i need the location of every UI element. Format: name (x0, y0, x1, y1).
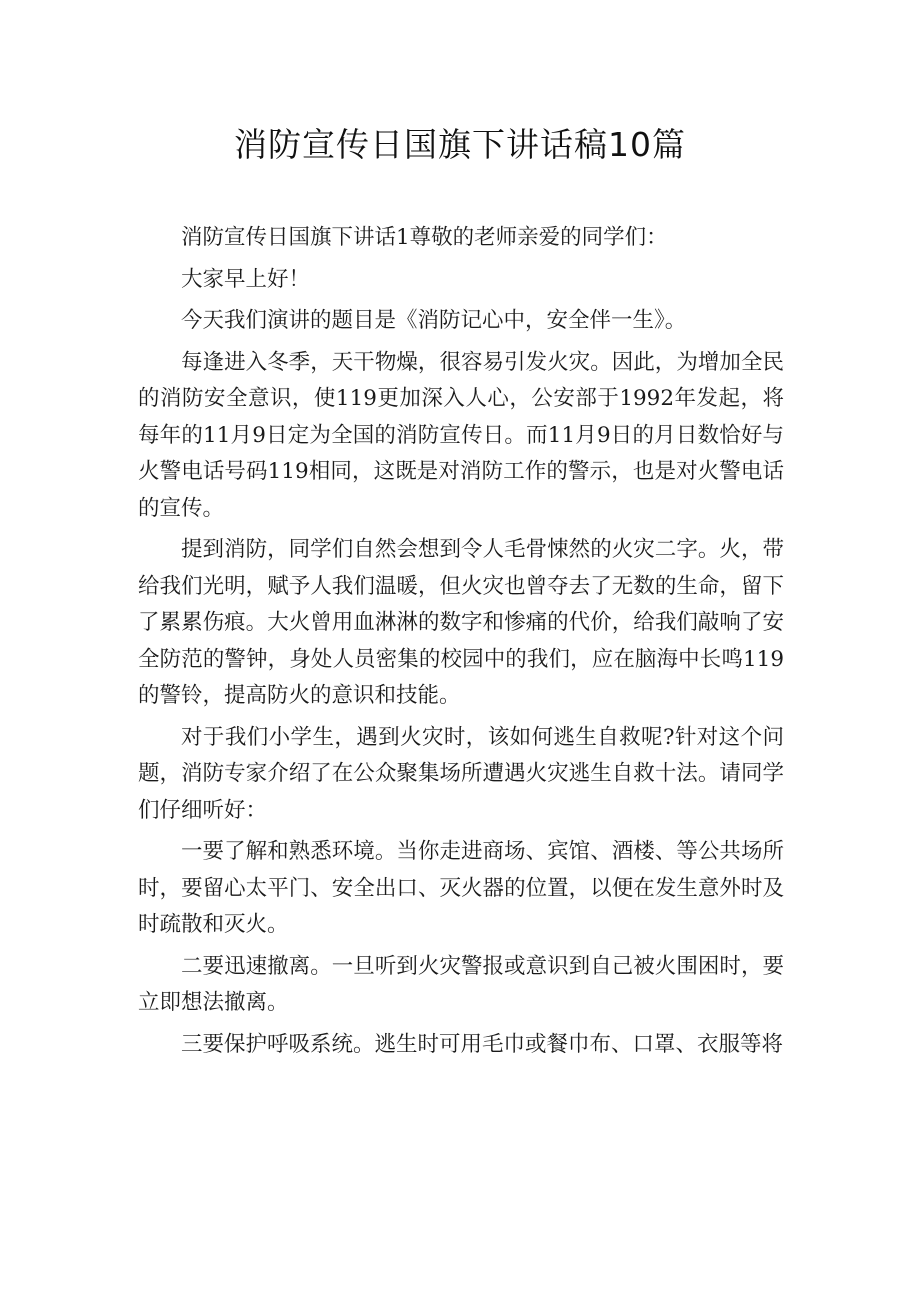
paragraph-salutation: 消防宣传日国旗下讲话1尊敬的老师亲爱的同学们： (181, 225, 668, 250)
paragraph-fire-day: 每逢进入冬季，天干物燥，很容易引发火灾。因此，为增加全民的消防安全意识，使119更加深入人心，公安部于1992年发起，将每年的11月9日定为全国的消防宣传日。而11月9日的月日数恰好与火警电话号码119相同，这既是对消防工作的警示，也是对火警电话的宣传。 (138, 349, 784, 521)
paragraph-rule-three: 三要保护呼吸系统。逃生时可用毛巾或餐巾布、口罩、衣服等将 (181, 1031, 784, 1057)
document-title: 消防宣传日国旗下讲话稿10篇 (234, 125, 686, 164)
paragraph-fire-danger: 提到消防，同学们自然会想到令人毛骨悚然的火灾二字。火，带给我们光明，赋予人我们温暖，但火灾也曾夺去了无数的生命，留下了累累伤痕。大火曾用血淋淋的数字和惨痛的代价，给我们敲响了安全防范的警钟，身处人员密集的校园中的我们，应在脑海中长鸣119的警铃，提高防火的意识和技能。 (138, 537, 784, 708)
paragraph-greeting: 大家早上好！ (181, 266, 311, 292)
document-body (138, 220, 784, 1063)
paragraph-topic: 今天我们演讲的题目是《消防记心中，安全伴一生》。 (181, 308, 687, 333)
paragraph-escape-intro: 对于我们小学生，遇到火灾时，该如何逃生自救呢?针对这个问题，消防专家介绍了在公众聚集场所遭遇火灾逃生自救十法。请同学们仔细听好： (138, 724, 784, 823)
paragraph-rule-two: 二要迅速撤离。一旦听到火灾警报或意识到自己被火围困时，要立即想法撤离。 (138, 953, 784, 1015)
paragraph-rule-one: 一要了解和熟悉环境。当你走进商场、宾馆、酒楼、等公共场所时，要留心太平门、安全出口、灭火器的位置，以便在发生意外时及时疏散和灭火。 (138, 839, 784, 937)
